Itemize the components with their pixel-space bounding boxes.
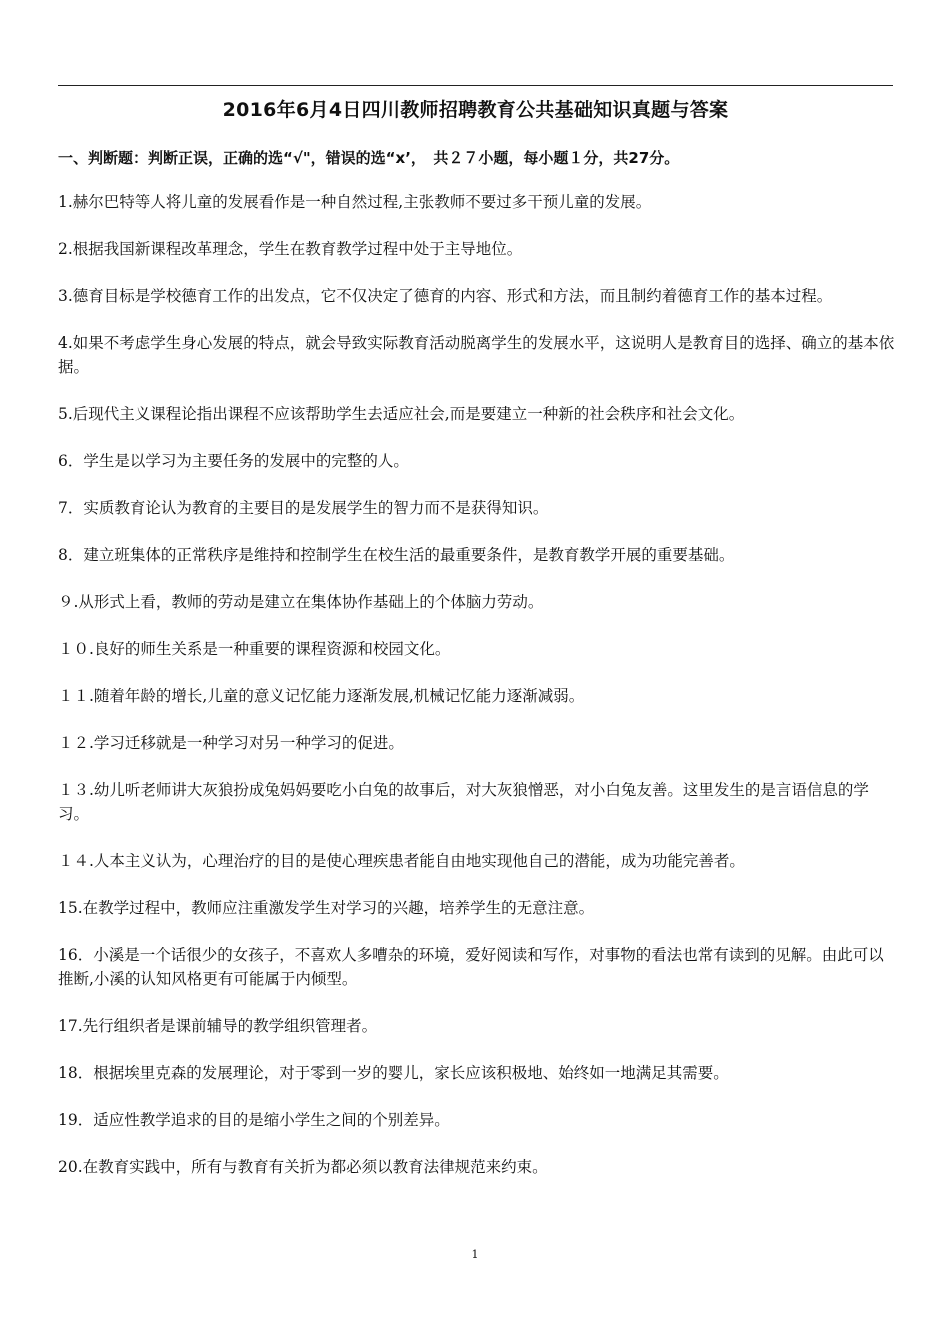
question-item: ９.从形式上看，教师的劳动是建立在集体协作基础上的个体脑力劳动。 (58, 593, 544, 611)
question-item: 17.先行组织者是课前辅导的教学组织管理者。 (58, 1017, 378, 1035)
question-item: 16．小溪是一个话很少的女孩子，不喜欢人多嘈杂的环境，爱好阅读和写作，对事物的看法也常有读到的见解。由此可以推断,小溪的认知风格更有可能属于内倾型。 (58, 946, 884, 988)
question-item: １２.学习迁移就是一种学习对另一种学习的促进。 (58, 734, 404, 752)
header-rule (58, 85, 893, 86)
question-item: 7．实质教育论认为教育的主要目的是发展学生的智力而不是获得知识。 (58, 499, 549, 517)
question-item: 18．根据埃里克森的发展理论，对于零到一岁的婴儿，家长应该积极地、始终如一地满足其需要。 (58, 1064, 729, 1082)
question-item: 19．适应性教学追求的目的是缩小学生之间的个别差异。 (58, 1111, 450, 1129)
question-item: 2.根据我国新课程改革理念，学生在教育教学过程中处于主导地位。 (58, 240, 523, 258)
page-number: 1 (471, 1248, 479, 1261)
question-item: 8．建立班集体的正常秩序是维持和控制学生在校生活的最重要条件，是教育教学开展的重要基础。 (58, 546, 735, 564)
question-list (58, 190, 898, 1202)
question-item: 20.在教育实践中，所有与教育有关折为都必须以教育法律规范来约束。 (58, 1158, 548, 1176)
document-title: 2016年6月4日四川教师招聘教育公共基础知识真题与答案 (222, 99, 729, 121)
question-item: 1.赫尔巴特等人将儿童的发展看作是一种自然过程,主张教师不要过多干预儿童的发展。 (58, 193, 652, 211)
question-item: １４.人本主义认为，心理治疗的目的是使心理疾患者能自由地实现他自己的潜能，成为功能完善者。 (58, 852, 745, 870)
question-item: １０.良好的师生关系是一种重要的课程资源和校园文化。 (58, 640, 451, 658)
question-item: 3.德育目标是学校德育工作的出发点，它不仅决定了德育的内容、形式和方法，而且制约着德育工作的基本过程。 (58, 287, 833, 305)
question-item: 6．学生是以学习为主要任务的发展中的完整的人。 (58, 452, 409, 470)
question-item: 5.后现代主义课程论指出课程不应该帮助学生去适应社会,而是要建立一种新的社会秩序和社会文化。 (58, 405, 745, 423)
section-heading: 一、判断题：判断正误，正确的选“√"，错误的选“x’， 共２７小题，每小题１分，共27分。 (58, 149, 680, 167)
question-item: １１.随着年龄的增长,儿童的意义记忆能力逐渐发展,机械记忆能力逐渐减弱。 (58, 687, 585, 705)
question-item: 15.在教学过程中，教师应注重激发学生对学习的兴趣，培养学生的无意注意。 (58, 899, 595, 917)
question-item: 4.如果不考虑学生身心发展的特点，就会导致实际教育活动脱离学生的发展水平，这说明人是教育目的选择、确立的基本依据。 (58, 334, 895, 376)
question-item: １３.幼儿听老师讲大灰狼扮成兔妈妈要吃小白兔的故事后，对大灰狼憎恶，对小白兔友善。这里发生的是言语信息的学习。 (58, 781, 869, 823)
